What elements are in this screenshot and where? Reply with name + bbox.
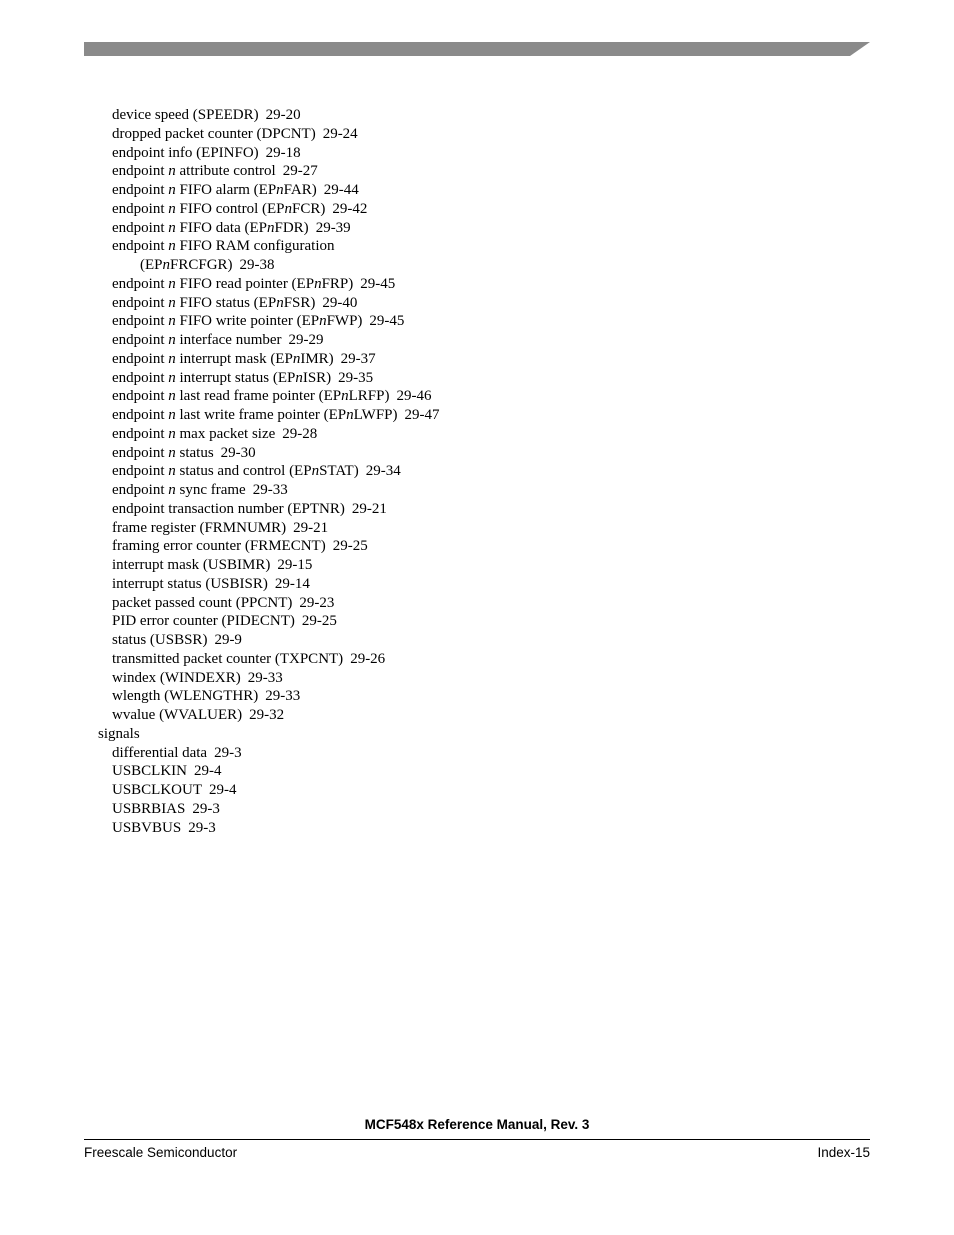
index-entry-text: endpoint [112, 369, 169, 386]
index-entry-text: FRP) [321, 275, 354, 292]
index-entry-page-ref: 29-9 [214, 632, 242, 648]
index-entry-text: IMR) [300, 350, 334, 367]
index-entry-italic-variable: n [168, 482, 176, 498]
footer-manual-title: MCF548x Reference Manual, Rev. 3 [364, 1117, 590, 1132]
footer-page-number: Index-15 [817, 1145, 870, 1160]
index-entry-text: endpoint [112, 407, 169, 423]
index-entry-text: LRFP) [348, 388, 390, 405]
index-entry [84, 181, 684, 200]
index-entry-italic-variable: n [314, 275, 322, 292]
index-entry [84, 350, 684, 369]
index-entry [84, 294, 684, 313]
index-entry-page-ref: 29-27 [282, 163, 318, 180]
index-entry-text: FAR) [283, 182, 317, 198]
index-entry-text: endpoint [112, 425, 169, 442]
index-entry-text: sync frame [175, 482, 246, 498]
index-entry [84, 425, 684, 444]
index-entry [84, 387, 684, 406]
index-entry-text: device speed (SPEEDR) [112, 107, 259, 123]
index-entry-page-ref: 29-44 [323, 182, 359, 198]
index-entry-page-ref: 29-35 [338, 369, 374, 386]
index-entry-page-ref: 29-45 [360, 275, 396, 292]
index-entry-italic-variable: n [168, 182, 176, 198]
index-entry-page-ref: 29-14 [274, 575, 310, 592]
index-entry-text: wlength (WLENGTHR) [112, 688, 259, 705]
index-entry [84, 162, 684, 181]
index-entry-text: endpoint [112, 163, 169, 180]
index-entry-text: max packet size [175, 425, 276, 442]
index-entry [84, 144, 684, 163]
index-entry-text: STAT) [319, 463, 359, 480]
index-entry-page-ref: 29-3 [214, 744, 242, 761]
index-entry-text: status and control (EP [175, 463, 312, 480]
index-entry-italic-variable: n [267, 219, 275, 236]
index-entry-italic-variable: n [168, 350, 176, 367]
index-entry-text: transmitted packet counter (TXPCNT) [112, 650, 344, 667]
index-entry [84, 444, 684, 463]
index-entry-text: PID error counter (PIDECNT) [112, 613, 295, 630]
index-entry-page-ref: 29-21 [293, 519, 329, 536]
index-entry-italic-variable: n [168, 463, 176, 480]
index-entry-text: endpoint [112, 350, 169, 367]
footer-company: Freescale Semiconductor [84, 1145, 238, 1160]
index-entry-italic-variable: n [168, 332, 176, 348]
index-entry-text: endpoint [112, 463, 169, 480]
index-entry [84, 631, 684, 650]
index-entry-text: endpoint [112, 444, 169, 461]
index-entry [84, 237, 684, 256]
index-entry-page-ref: 29-33 [265, 688, 301, 705]
index-entry [84, 819, 684, 838]
index-entry [84, 406, 684, 425]
index-entry-italic-variable: n [168, 369, 176, 386]
index-entry-page-ref: 29-21 [351, 500, 387, 517]
index-entry-page-ref: 29-32 [249, 707, 285, 723]
index-entry [84, 256, 684, 275]
index-entry-text: last read frame pointer (EP [175, 388, 342, 405]
index-entry [84, 462, 684, 481]
index-entry-text: interrupt status (EP [175, 369, 296, 386]
index-entry-page-ref: 29-18 [265, 144, 301, 161]
index-entry-text: dropped packet counter (DPCNT) [112, 125, 316, 142]
index-entry [84, 612, 684, 631]
index-entry-italic-variable: n [284, 200, 292, 217]
index-entry-page-ref: 29-4 [194, 763, 222, 780]
index-entry [84, 781, 684, 800]
index-entry-text: packet passed count (PPCNT) [112, 594, 293, 611]
index-entry-italic-variable: n [168, 294, 176, 311]
index-list [84, 106, 684, 837]
index-entry [84, 556, 684, 575]
index-entry-text: endpoint [112, 313, 169, 330]
index-entry-page-ref: 29-26 [350, 650, 386, 667]
index-entry-text: endpoint [112, 332, 169, 348]
index-entry-italic-variable: n [276, 182, 284, 198]
index-entry-page-ref: 29-28 [282, 425, 318, 442]
footer-rule [84, 1139, 870, 1140]
index-entry-italic-variable: n [168, 388, 176, 405]
index-entry [84, 500, 684, 519]
index-entry-text: FIFO control (EP [175, 200, 285, 217]
index-entry-text: endpoint [112, 219, 169, 236]
index-entry [84, 519, 684, 538]
index-entry-text: FIFO write pointer (EP [175, 313, 320, 330]
index-entry-page-ref: 29-34 [365, 463, 401, 480]
index-entry-text: FIFO RAM configuration [175, 238, 335, 255]
index-entry-page-ref: 29-25 [332, 538, 368, 555]
index-entry-text: endpoint [112, 482, 169, 498]
index-entry-text: FIFO read pointer (EP [175, 275, 315, 292]
index-entry [84, 744, 684, 763]
index-entry-page-ref: 29-46 [396, 388, 432, 405]
index-entry-text: FSR) [283, 294, 316, 311]
index-entry [84, 762, 684, 781]
index-entry-text: FIFO status (EP [175, 294, 277, 311]
index-entry-page-ref: 29-42 [332, 200, 368, 217]
index-entry-page-ref: 29-23 [299, 594, 335, 611]
index-entry-page-ref: 29-47 [404, 407, 440, 423]
index-entry-italic-variable: n [276, 294, 284, 311]
index-entry [84, 575, 684, 594]
index-entry-text: status (USBSR) [112, 632, 208, 648]
index-entry-text: USBCLKOUT [112, 782, 203, 798]
index-entry-page-ref: 29-40 [322, 294, 358, 311]
index-entry-text: interrupt mask (EP [175, 350, 293, 367]
index-entry [84, 537, 684, 556]
index-entry [84, 800, 684, 819]
index-entry [84, 687, 684, 706]
index-entry [84, 669, 684, 688]
index-entry-page-ref: 29-25 [301, 613, 337, 630]
index-entry [84, 650, 684, 669]
index-entry-text: USBCLKIN [112, 763, 188, 780]
index-entry [84, 275, 684, 294]
index-entry-text: LWFP) [353, 407, 398, 423]
index-entry-text: FWP) [326, 313, 363, 330]
index-entry-text: USBRBIAS [112, 800, 186, 817]
index-entry [84, 331, 684, 350]
index-entry-text: interrupt status (USBISR) [112, 575, 268, 592]
index-entry-text: interrupt mask (USBIMR) [112, 557, 271, 573]
index-entry-italic-variable: n [168, 238, 176, 255]
index-entry-page-ref: 29-33 [252, 482, 288, 498]
index-entry-page-ref: 29-45 [369, 313, 405, 330]
index-entry-italic-variable: n [311, 463, 320, 480]
index-entry-italic-variable: n [162, 257, 170, 273]
index-entry-text: differential data [112, 744, 208, 761]
index-entry-text: windex (WINDEXR) [112, 669, 241, 686]
index-entry-text: FIFO data (EP [175, 219, 267, 236]
index-entry-text: framing error counter (FRMECNT) [112, 538, 326, 555]
index-entry-italic-variable: n [341, 388, 349, 405]
index-entry [84, 200, 684, 219]
index-entry-italic-variable: n [168, 275, 176, 292]
index-entry-page-ref: 29-30 [220, 444, 256, 461]
index-entry-page-ref: 29-38 [239, 257, 275, 273]
index-entry-page-ref: 29-24 [322, 125, 358, 142]
index-entry [84, 369, 684, 388]
index-entry-text: endpoint [112, 388, 169, 405]
index-entry-text: wvalue (WVALUER) [112, 707, 243, 723]
index-entry-page-ref: 29-29 [288, 332, 324, 348]
index-entry-page-ref: 29-33 [247, 669, 283, 686]
index-entry-italic-variable: n [292, 350, 301, 367]
index-entry-italic-variable: n [346, 407, 354, 423]
header-bar [0, 0, 954, 60]
index-entry-page-ref: 29-39 [315, 219, 351, 236]
index-entry-text: endpoint [112, 182, 169, 198]
index-entry-text: endpoint [112, 294, 169, 311]
index-entry-text: status [175, 444, 214, 461]
index-entry-italic-variable: n [295, 369, 303, 386]
index-entry-text: ISR) [302, 369, 332, 386]
index-entry-italic-variable: n [168, 444, 176, 461]
index-entry-page-ref: 29-3 [192, 800, 220, 817]
index-entry [84, 725, 684, 744]
index-entry-text: endpoint [112, 238, 169, 255]
index-entry-text: interface number [175, 332, 282, 348]
index-entry-page-ref: 29-4 [209, 782, 237, 798]
index-entry-text: frame register (FRMNUMR) [112, 519, 287, 536]
index-entry-text: FCR) [292, 200, 326, 217]
index-entry [84, 594, 684, 613]
index-entry-text: FIFO alarm (EP [175, 182, 277, 198]
header-bar-shape [84, 42, 870, 56]
index-entry-text: endpoint [112, 200, 169, 217]
index-entry-italic-variable: n [168, 313, 176, 330]
index-entry-text: (EP [140, 257, 163, 273]
index-entry [84, 106, 684, 125]
index-entry [84, 219, 684, 238]
index-entry [84, 706, 684, 725]
index-entry-text: FRCFGR) [170, 257, 233, 273]
index-entry-italic-variable: n [168, 163, 176, 180]
index-entry-page-ref: 29-37 [340, 350, 376, 367]
index-entry-text: endpoint transaction number (EPTNR) [112, 500, 345, 517]
index-entry-text: signals [98, 725, 140, 742]
index-entry-text: FDR) [274, 219, 309, 236]
index-entry-italic-variable: n [168, 425, 176, 442]
index-entry-italic-variable: n [168, 219, 176, 236]
index-entry-text: USBVBUS [112, 819, 182, 836]
index-entry-text: endpoint [112, 275, 169, 292]
index-entry [84, 481, 684, 500]
index-entry [84, 312, 684, 331]
index-entry-text: endpoint info (EPINFO) [112, 144, 259, 161]
index-entry-page-ref: 29-15 [277, 557, 313, 573]
index-entry-text: last write frame pointer (EP [175, 407, 347, 423]
index-entry-italic-variable: n [319, 313, 327, 330]
index-entry-page-ref: 29-3 [188, 819, 216, 836]
index-entry-page-ref: 29-20 [265, 107, 301, 123]
index-entry [84, 125, 684, 144]
index-entry-italic-variable: n [168, 200, 176, 217]
index-entry-italic-variable: n [168, 407, 176, 423]
index-entry-text: attribute control [175, 163, 276, 180]
